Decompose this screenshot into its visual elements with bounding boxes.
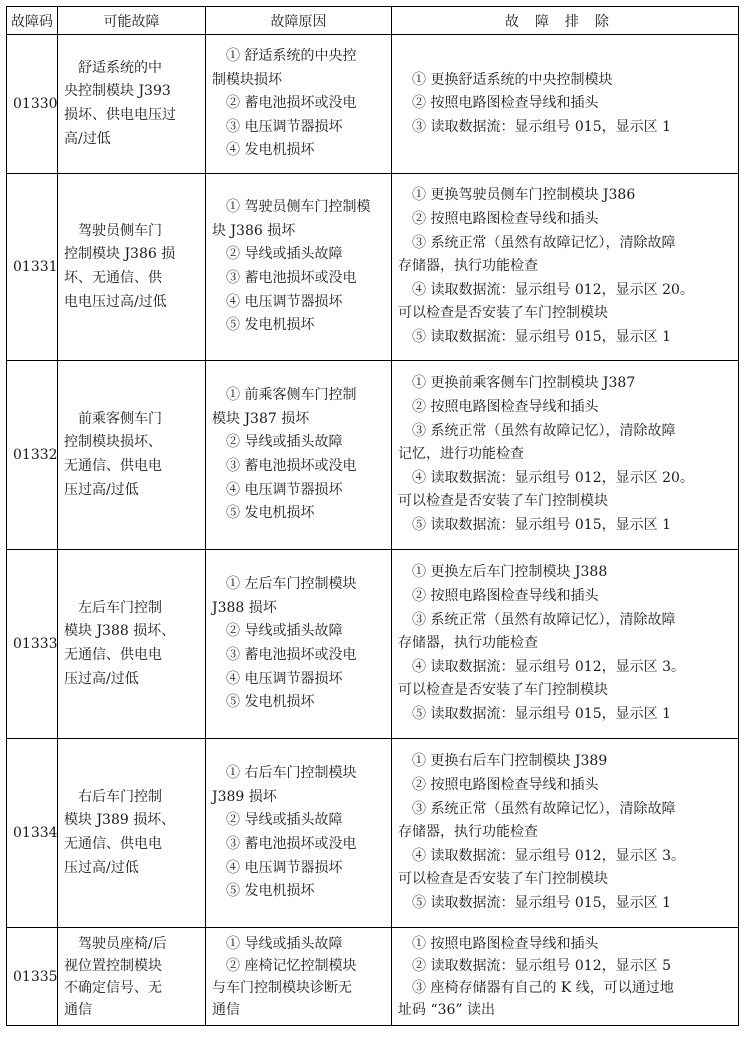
- possible-fault-line: 通信: [64, 1001, 92, 1018]
- troubleshoot-line: ① 更换左后车门控制模块 J388: [412, 564, 608, 581]
- troubleshoot-cell: [392, 35, 739, 174]
- troubleshoot-line: ④ 读取数据流：显示组号 012，显示区 3。: [412, 847, 685, 864]
- possible-fault-line: 视位置控制模块: [64, 957, 162, 974]
- fault-cause-cell: [206, 174, 392, 361]
- fault-code-table: [6, 6, 739, 1026]
- fault-cause-line: ③ 蓄电池损坏或没电: [226, 458, 357, 474]
- header-fault: 可能故障: [58, 7, 206, 35]
- header-row: [7, 7, 739, 35]
- possible-fault-line: 模块 J389 损坏、: [64, 812, 176, 829]
- troubleshoot-cell: [392, 174, 739, 361]
- fault-cause-line: ④ 电压调节器损坏: [226, 293, 343, 310]
- fault-cause-line: ④ 电压调节器损坏: [226, 670, 343, 687]
- troubleshoot-line: 存储器，执行功能检查: [398, 258, 538, 275]
- troubleshoot-line: ③ 系统正常（虽然有故障记忆），清除故障: [412, 422, 676, 439]
- fault-cause-cell: [206, 361, 392, 550]
- troubleshoot-cell: [392, 928, 739, 1026]
- fault-cause-line: ② 导线或插头故障: [226, 246, 343, 263]
- fault-code-cell: 01332: [7, 361, 58, 550]
- fault-cause-line: ① 导线或插头故障: [226, 935, 343, 952]
- possible-fault-cell: [58, 550, 206, 739]
- fault-cause-line: 块 J386 损坏: [212, 222, 296, 239]
- table-row: [7, 550, 739, 739]
- fault-cause-line: ④ 电压调节器损坏: [226, 859, 343, 876]
- fault-cause-line: ② 导线或插头故障: [226, 812, 343, 829]
- fault-cause-line: ④ 发电机损坏: [226, 142, 315, 159]
- troubleshoot-line: 存储器，执行功能检查: [398, 635, 538, 652]
- troubleshoot-line: ② 按照电路图检查导线和插头: [412, 399, 599, 416]
- troubleshoot-line: ④ 读取数据流：显示组号 012，显示区 20。: [412, 281, 694, 298]
- troubleshoot-line: ③ 系统正常（虽然有故障记忆），清除故障: [412, 611, 676, 628]
- possible-fault-line: 压过高/过低: [64, 481, 139, 498]
- possible-fault-line: 无通信、供电电: [64, 836, 162, 852]
- fault-cause-line: J389 损坏: [212, 788, 277, 805]
- possible-fault-line: 电电压过高/过低: [64, 293, 167, 310]
- fault-code-cell: 01333: [7, 550, 58, 739]
- fault-code-cell: 01331: [7, 174, 58, 361]
- fault-cause-line: ③ 蓄电池损坏或没电: [226, 270, 357, 286]
- fault-cause-line: ② 座椅记忆控制模块: [226, 957, 357, 974]
- possible-fault-line: 驾驶员侧车门: [78, 222, 162, 239]
- troubleshoot-line: ④ 读取数据流：显示组号 012，显示区 20。: [412, 469, 694, 486]
- header-fix: 故障排除: [392, 7, 739, 35]
- possible-fault-line: 右后车门控制: [78, 788, 162, 805]
- fault-cause-line: ③ 蓄电池损坏或没电: [226, 647, 357, 663]
- troubleshoot-line: ② 读取数据流：显示组号 012，显示区 5: [412, 957, 671, 974]
- troubleshoot-cell: [392, 361, 739, 550]
- troubleshoot-line: ② 按照电路图检查导线和插头: [412, 95, 599, 112]
- fault-cause-line: ① 右后车门控制模块: [226, 765, 357, 782]
- troubleshoot-line: ⑤ 读取数据流：显示组号 015，显示区 1: [412, 705, 671, 722]
- possible-fault-line: 舒适系统的中: [78, 59, 162, 76]
- possible-fault-line: 损坏、供电电压过: [64, 107, 176, 123]
- troubleshoot-line: ⑤ 读取数据流：显示组号 015，显示区 1: [412, 328, 671, 345]
- troubleshoot-line: ④ 读取数据流：显示组号 012，显示区 3。: [412, 658, 685, 675]
- fault-cause-line: J388 损坏: [212, 599, 277, 616]
- possible-fault-cell: [58, 35, 206, 174]
- troubleshoot-line: ③ 座椅存储器有自己的 K 线，可以通过地: [412, 979, 674, 996]
- header-cause: 故障原因: [206, 7, 392, 35]
- troubleshoot-line: 存储器，执行功能检查: [398, 824, 538, 841]
- troubleshoot-line: ③ 系统正常（虽然有故障记忆），清除故障: [412, 800, 676, 817]
- fault-cause-cell: [206, 739, 392, 928]
- fault-cause-line: ③ 蓄电池损坏或没电: [226, 836, 357, 852]
- fault-cause-line: ② 导线或插头故障: [226, 623, 343, 640]
- fault-cause-cell: [206, 550, 392, 739]
- troubleshoot-line: 记忆，进行功能检查: [398, 446, 524, 463]
- fault-cause-line: ① 舒适系统的中央控: [226, 48, 357, 65]
- table-row: [7, 928, 739, 1026]
- troubleshoot-line: 可以检查是否安装了车门控制模块: [398, 871, 608, 888]
- fault-cause-line: 与车门控制模块诊断无: [212, 979, 352, 996]
- header-code: 故障码: [7, 7, 58, 35]
- troubleshoot-line: ③ 读取数据流：显示组号 015，显示区 1: [412, 118, 671, 135]
- possible-fault-line: 央控制模块 J393: [64, 83, 171, 100]
- fault-cause-line: 通信: [212, 1001, 240, 1018]
- troubleshoot-line: ① 更换右后车门控制模块 J389: [412, 753, 608, 770]
- possible-fault-line: 模块 J388 损坏、: [64, 623, 176, 640]
- fault-code-cell: 01335: [7, 928, 58, 1026]
- possible-fault-line: 前乘客侧车门: [78, 410, 162, 427]
- table-row: [7, 35, 739, 174]
- possible-fault-line: 控制模块损坏、: [64, 434, 162, 451]
- troubleshoot-line: 可以检查是否安装了车门控制模块: [398, 682, 608, 699]
- fault-cause-line: ③ 电压调节器损坏: [226, 118, 343, 135]
- fault-cause-line: ② 蓄电池损坏或没电: [226, 95, 357, 112]
- table-row: [7, 361, 739, 550]
- troubleshoot-line: ① 按照电路图检查导线和插头: [412, 935, 599, 952]
- troubleshoot-line: ② 按照电路图检查导线和插头: [412, 777, 599, 794]
- fault-cause-line: ⑤ 发电机损坏: [226, 883, 315, 900]
- possible-fault-line: 压过高/过低: [64, 859, 139, 876]
- table-row: [7, 739, 739, 928]
- fault-cause-cell: [206, 35, 392, 174]
- fault-code-cell: 01334: [7, 739, 58, 928]
- troubleshoot-cell: [392, 550, 739, 739]
- fault-cause-line: ⑤ 发电机损坏: [226, 505, 315, 522]
- possible-fault-line: 左后车门控制: [78, 599, 162, 616]
- possible-fault-cell: [58, 174, 206, 361]
- fault-cause-line: ④ 电压调节器损坏: [226, 481, 343, 498]
- possible-fault-line: 压过高/过低: [64, 670, 139, 687]
- troubleshoot-line: 可以检查是否安装了车门控制模块: [398, 493, 608, 510]
- possible-fault-line: 不确定信号、无: [64, 979, 162, 996]
- fault-cause-line: ① 驾驶员侧车门控制模: [226, 199, 371, 216]
- troubleshoot-line: ② 按照电路图检查导线和插头: [412, 211, 599, 228]
- troubleshoot-line: 可以检查是否安装了车门控制模块: [398, 305, 608, 322]
- possible-fault-cell: [58, 361, 206, 550]
- troubleshoot-line: ① 更换驾驶员侧车门控制模块 J386: [412, 187, 636, 204]
- fault-cause-line: ① 左后车门控制模块: [226, 576, 357, 593]
- fault-code-cell: 01330: [7, 35, 58, 174]
- table-row: [7, 174, 739, 361]
- possible-fault-line: 无通信、供电电: [64, 458, 162, 474]
- troubleshoot-line: ③ 系统正常（虽然有故障记忆），清除故障: [412, 234, 676, 251]
- troubleshoot-line: ⑤ 读取数据流：显示组号 015，显示区 1: [412, 894, 671, 911]
- troubleshoot-line: ① 更换前乘客侧车门控制模块 J387: [412, 375, 636, 392]
- possible-fault-cell: [58, 739, 206, 928]
- troubleshoot-line: ① 更换舒适系统的中央控制模块: [412, 71, 613, 88]
- fault-cause-line: ② 导线或插头故障: [226, 434, 343, 451]
- possible-fault-cell: [58, 928, 206, 1026]
- fault-cause-line: ⑤ 发电机损坏: [226, 317, 315, 334]
- possible-fault-line: 坏、无通信、供: [64, 270, 162, 286]
- possible-fault-line: 驾驶员座椅/后: [78, 935, 167, 952]
- fault-cause-line: ① 前乘客侧车门控制: [226, 387, 357, 404]
- fault-cause-line: 模块 J387 损坏: [212, 410, 310, 427]
- troubleshoot-line: 址码 “36” 读出: [398, 1001, 496, 1018]
- possible-fault-line: 控制模块 J386 损: [64, 246, 176, 263]
- troubleshoot-cell: [392, 739, 739, 928]
- troubleshoot-line: ⑤ 读取数据流：显示组号 015，显示区 1: [412, 516, 671, 533]
- fault-cause-line: 制模块损坏: [212, 71, 282, 88]
- fault-cause-line: ⑤ 发电机损坏: [226, 694, 315, 711]
- fault-cause-cell: [206, 928, 392, 1026]
- troubleshoot-line: ② 按照电路图检查导线和插头: [412, 588, 599, 605]
- possible-fault-line: 无通信、供电电: [64, 647, 162, 663]
- possible-fault-line: 高/过低: [64, 130, 111, 147]
